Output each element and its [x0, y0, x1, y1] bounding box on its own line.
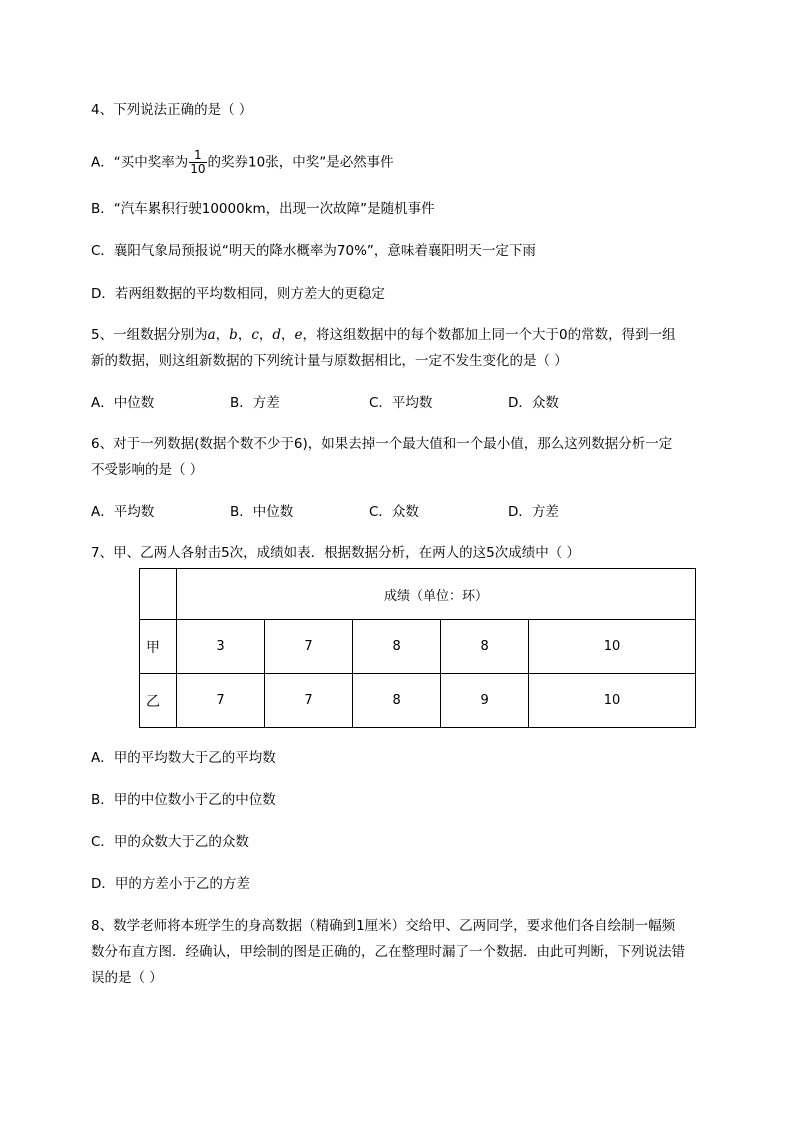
- row-label-yi: 乙: [140, 674, 177, 728]
- q6-option-c: C．众数: [369, 504, 419, 520]
- table-cell: 8: [441, 620, 529, 674]
- q6-stem-line1: 6、对于一列数据(数据个数不少于6)，如果去掉一个最大值和一个最小值，那么这列数据分析一定: [91, 436, 673, 452]
- q4-option-c: C．襄阳气象局预报说“明天的降水概率为70%”，意味着襄阳明天一定下雨: [91, 243, 536, 259]
- q4-option-b: B．“汽车累积行驶10000km，出现一次故障”是随机事件: [91, 201, 435, 217]
- separator: ，: [215, 327, 230, 343]
- q6-option-a: A．平均数: [91, 504, 155, 520]
- separator: ，: [281, 327, 295, 343]
- table-row: [140, 674, 696, 728]
- q6-option-d: D．方差: [508, 504, 559, 520]
- q5-option-c: C．平均数: [369, 395, 433, 411]
- q8-stem-line3: 误的是（ ）: [91, 970, 163, 986]
- row-label-jia: 甲: [140, 620, 177, 674]
- q8-stem-line2: 数分布直方图．经确认，甲绘制的图是正确的，乙在整理时漏了一个数据．由此可判断，下列说法错: [91, 944, 685, 960]
- table-header-row: [140, 569, 696, 620]
- q8-stem-line1: 8、数学老师将本班学生的身高数据（精确到1厘米）交给甲、乙两同学，要求他们各自绘制一幅频: [91, 918, 676, 934]
- var-a: a: [207, 327, 216, 343]
- separator: ，: [258, 327, 273, 343]
- table-cell: 7: [177, 674, 265, 728]
- table-cell: 8: [353, 674, 441, 728]
- fraction-one-tenth: [189, 149, 206, 176]
- fraction-denominator: 10: [190, 162, 206, 176]
- separator: ，: [237, 327, 252, 343]
- score-table: [139, 568, 696, 728]
- table-cell: 9: [441, 674, 529, 728]
- table-cell: 7: [265, 674, 353, 728]
- q4-option-a-prefix: A．“买中奖率为: [91, 154, 189, 171]
- table-cell: 10: [529, 674, 696, 728]
- table-row: [140, 620, 696, 674]
- q7-option-c: C．甲的众数大于乙的众数: [91, 834, 249, 850]
- q7-option-b: B．甲的中位数小于乙的中位数: [91, 792, 276, 808]
- table-cell: 8: [353, 620, 441, 674]
- var-e: e: [294, 327, 303, 343]
- q5-option-b: B．方差: [230, 395, 280, 411]
- var-d: d: [272, 327, 282, 343]
- q4-stem: 4、下列说法正确的是（ ）: [91, 102, 253, 118]
- q5-option-a: A．中位数: [91, 395, 155, 411]
- q7-option-a: A．甲的平均数大于乙的平均数: [91, 750, 276, 766]
- q5-stem-line1: [91, 326, 676, 344]
- table-cell: 7: [265, 620, 353, 674]
- q5-stem-suffix: ，将这组数据中的每个数都加上同一个大于0的常数，得到一组: [302, 327, 676, 343]
- table-cell: 3: [177, 620, 265, 674]
- q5-option-d: D．众数: [508, 395, 559, 411]
- q4-option-a-suffix: 的奖券10张，中奖”是必然事件: [207, 154, 394, 171]
- q7-option-d: D．甲的方差小于乙的方差: [91, 876, 250, 892]
- q6-option-b: B．中位数: [230, 504, 294, 520]
- q5-stem-prefix: 5、一组数据分别为: [91, 327, 208, 343]
- q6-stem-line2: 不受影响的是（ ）: [91, 462, 204, 478]
- var-b: b: [229, 327, 238, 343]
- q5-stem-line2: 新的数据，则这组新数据的下列统计量与原数据相比，一定不发生变化的是（ ）: [91, 353, 568, 369]
- table-corner-cell: [140, 569, 177, 620]
- table-cell: 10: [529, 620, 696, 674]
- var-c: c: [251, 327, 259, 343]
- fraction-numerator: 1: [189, 149, 206, 163]
- q4-option-d: D．若两组数据的平均数相同，则方差大的更稳定: [91, 286, 385, 302]
- q4-option-a: [91, 149, 394, 176]
- q7-stem: 7、甲、乙两人各射击5次，成绩如表．根据数据分析，在两人的这5次成绩中（ ）: [91, 545, 581, 561]
- table-header: 成绩（单位：环）: [177, 569, 696, 620]
